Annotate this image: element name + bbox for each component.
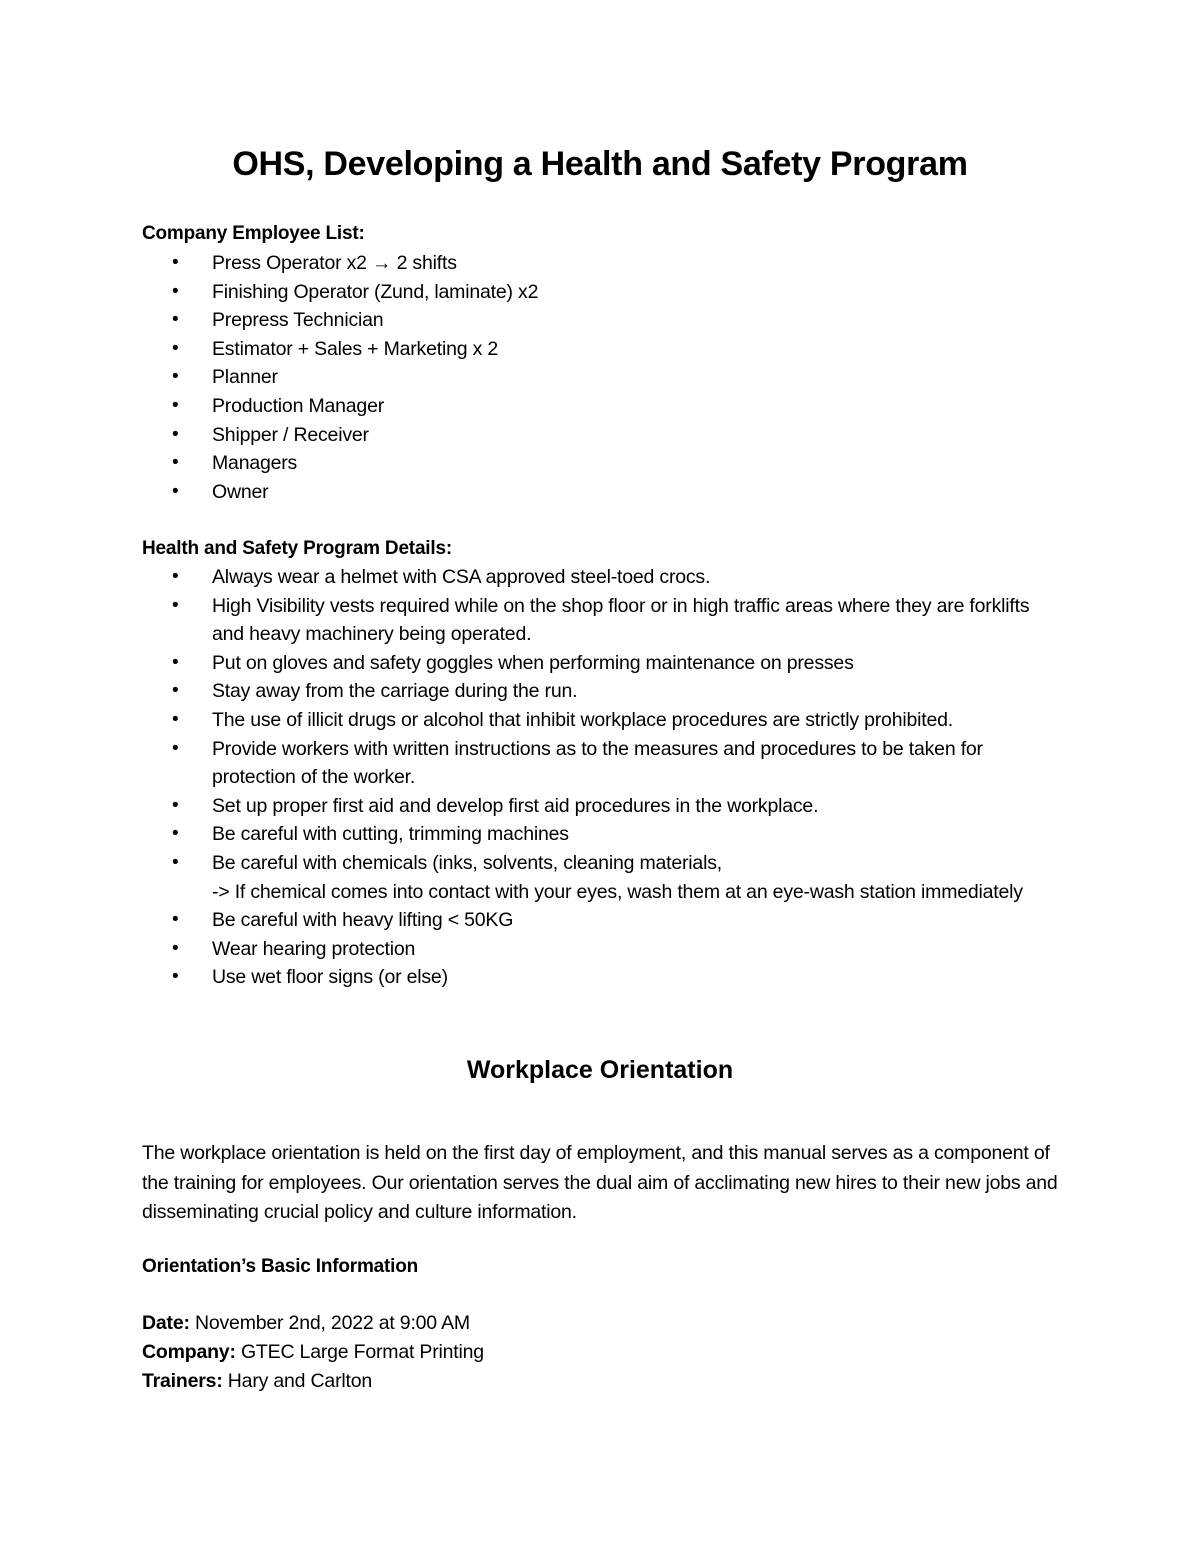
list-item: • Planner bbox=[142, 363, 1062, 392]
list-item: • Owner bbox=[142, 478, 1062, 507]
list-item: • Managers bbox=[142, 449, 1062, 478]
basic-info-heading: Orientation’s Basic Information bbox=[142, 1256, 419, 1277]
list-item: • Press Operator x2 → 2 shifts bbox=[142, 249, 1062, 278]
date-value: November 2nd, 2022 at 9:00 AM bbox=[194, 1312, 470, 1334]
company-value: GTEC Large Format Printing bbox=[240, 1341, 484, 1363]
list-item: • Provide workers with written instructions as to the measures and procedures to be taken for protection of the worker. bbox=[142, 735, 1062, 792]
program-details-list bbox=[142, 563, 1062, 992]
company-label: Company: bbox=[142, 1341, 236, 1363]
employee-list-heading: Company Employee List: bbox=[142, 223, 365, 244]
list-item: • Estimator + Sales + Marketing x 2 bbox=[142, 335, 1062, 364]
list-item: • The use of illicit drugs or alcohol that inhibit workplace procedures are strictly prohibited. bbox=[142, 706, 1062, 735]
list-item: • Always wear a helmet with CSA approved steel-toed crocs. bbox=[142, 563, 1062, 592]
trainers-value: Hary and Carlton bbox=[227, 1370, 372, 1392]
orientation-paragraph: The workplace orientation is held on the first day of employment, and this manual serves as a component of the training for employees. Our orientation serves the dual aim of acclimating new hires to their new jobs and disseminating crucial policy and culture information. bbox=[142, 1142, 1058, 1223]
trainers-label: Trainers: bbox=[142, 1370, 223, 1392]
list-item: • Finishing Operator (Zund, laminate) x2 bbox=[142, 278, 1062, 307]
list-item: • Production Manager bbox=[142, 392, 1062, 421]
company-line bbox=[142, 1338, 484, 1367]
document-title: OHS, Developing a Health and Safety Program bbox=[232, 145, 968, 183]
list-item: • Be careful with heavy lifting < 50KG bbox=[142, 906, 1062, 935]
list-item: • Set up proper first aid and develop first aid procedures in the workplace. bbox=[142, 792, 1062, 821]
employee-list bbox=[142, 249, 1062, 506]
list-item-chemicals bbox=[142, 849, 1062, 906]
trainers-line bbox=[142, 1367, 372, 1396]
list-item: • Shipper / Receiver bbox=[142, 421, 1062, 450]
list-item: • Wear hearing protection bbox=[142, 935, 1062, 964]
list-item: • Prepress Technician bbox=[142, 306, 1062, 335]
list-item: • Use wet floor signs (or else) bbox=[142, 963, 1062, 992]
program-details-heading: Health and Safety Program Details: bbox=[142, 538, 452, 559]
chemicals-text: Be careful with chemicals (inks, solvents, cleaning materials, bbox=[212, 851, 722, 874]
list-item: • Be careful with cutting, trimming machines bbox=[142, 820, 1062, 849]
date-line bbox=[142, 1309, 470, 1338]
list-item: • Stay away from the carriage during the run. bbox=[142, 677, 1062, 706]
orientation-heading: Workplace Orientation bbox=[466, 1056, 734, 1084]
date-label: Date: bbox=[142, 1312, 190, 1334]
list-item: • High Visibility vests required while on the shop floor or in high traffic areas where they are forklifts and heavy machinery being operated. bbox=[142, 592, 1062, 649]
list-item: • Put on gloves and safety goggles when performing maintenance on presses bbox=[142, 649, 1062, 678]
chemical-eye-wash-note: -> If chemical comes into contact with your eyes, wash them at an eye-wash station immediately bbox=[212, 880, 1023, 903]
